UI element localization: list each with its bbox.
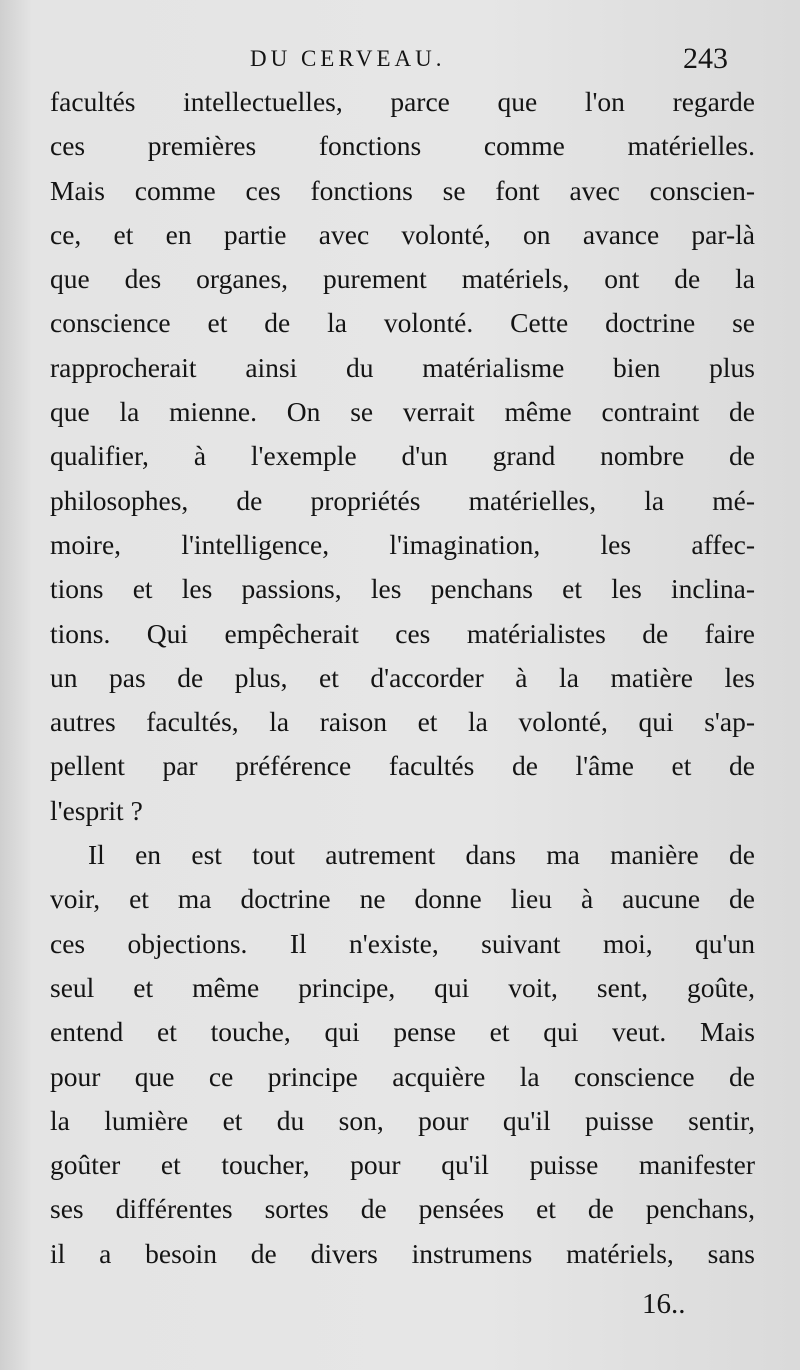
text-line: il a besoin de divers instrumens matériels, sans	[50, 1237, 755, 1269]
page-header	[0, 42, 800, 82]
text-line: philosophes, de propriétés matérielles, la mé-	[50, 484, 755, 516]
running-title: DU CERVEAU.	[250, 46, 446, 71]
signature-mark: 16..	[642, 1288, 686, 1320]
text-line: tions. Qui empêcherait ces matérialistes de faire	[50, 617, 755, 649]
text-line: autres facultés, la raison et la volonté, qui s'ap-	[50, 706, 755, 738]
text-line: conscience et de la volonté. Cette doctrine se	[50, 307, 755, 339]
text-line: goûter et toucher, pour qu'il puisse manifester	[50, 1149, 755, 1181]
paragraph-1	[50, 80, 755, 833]
text-line: pour que ce principe acquière la conscience de	[50, 1060, 755, 1092]
text-line: seul et même principe, qui voit, sent, goûte,	[50, 971, 755, 1003]
text-line: rapprocherait ainsi du matérialisme bien plus	[50, 351, 755, 383]
text-line: l'esprit ?	[50, 794, 143, 826]
paragraph-2	[50, 833, 755, 1276]
text-line: Mais comme ces fonctions se font avec conscien-	[50, 174, 755, 206]
text-line: tions et les passions, les penchans et les inclina-	[50, 573, 755, 605]
text-line: entend et touche, qui pense et qui veut. Mais	[50, 1016, 755, 1048]
text-line: Il en est tout autrement dans ma manière de	[88, 839, 755, 871]
text-line: ses différentes sortes de pensées et de penchans,	[50, 1193, 755, 1225]
page-number: 243	[683, 42, 728, 75]
text-line: ces objections. Il n'existe, suivant moi, qu'un	[50, 927, 755, 959]
body-text	[50, 80, 755, 1276]
text-line: qualifier, à l'exemple d'un grand nombre de	[50, 440, 755, 472]
text-line: ce, et en partie avec volonté, on avance par-là	[50, 218, 755, 250]
text-line: moire, l'intelligence, l'imagination, les affec-	[50, 528, 755, 560]
text-line: voir, et ma doctrine ne donne lieu à aucune de	[50, 883, 755, 915]
text-line: ces premières fonctions comme matérielles.	[50, 130, 755, 162]
text-line: que la mienne. On se verrait même contraint de	[50, 396, 755, 428]
text-line: la lumière et du son, pour qu'il puisse sentir,	[50, 1104, 755, 1136]
text-line: un pas de plus, et d'accorder à la matière les	[50, 661, 755, 693]
text-line: facultés intellectuelles, parce que l'on regarde	[50, 86, 755, 117]
text-line: pellent par préférence facultés de l'âme et de	[50, 750, 755, 782]
text-line: que des organes, purement matériels, ont de la	[50, 263, 755, 295]
